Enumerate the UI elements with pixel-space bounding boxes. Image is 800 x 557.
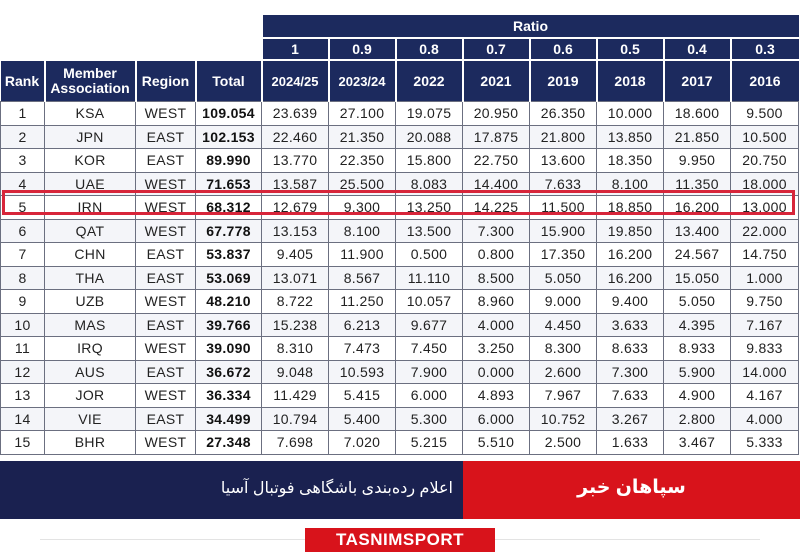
region-cell: WEST — [136, 102, 196, 126]
ranking-table — [0, 15, 799, 455]
ratio-value: 0.3 — [731, 38, 799, 60]
season-points-cell: 13.850 — [597, 125, 664, 149]
region-cell: WEST — [136, 431, 196, 455]
season-points-cell: 10.752 — [530, 407, 597, 431]
season-points-cell: 3.267 — [597, 407, 664, 431]
news-banner — [0, 461, 800, 519]
table-row — [1, 360, 799, 384]
season-points-cell: 13.600 — [530, 149, 597, 173]
season-points-cell: 8.310 — [262, 337, 329, 361]
region-cell: EAST — [136, 125, 196, 149]
season-points-cell: 10.000 — [597, 102, 664, 126]
ratio-value: 0.5 — [597, 38, 664, 60]
header-spacer — [1, 15, 262, 38]
season-points-cell: 15.900 — [530, 219, 597, 243]
season-points-cell: 16.200 — [664, 196, 731, 220]
table-body — [1, 102, 799, 455]
total-cell: 102.153 — [196, 125, 262, 149]
season-points-cell: 14.750 — [731, 243, 799, 267]
col-header-year: 2024/25 — [262, 60, 329, 102]
season-points-cell: 22.000 — [731, 219, 799, 243]
total-cell: 48.210 — [196, 290, 262, 314]
season-points-cell: 11.429 — [262, 384, 329, 408]
ratio-value: 0.4 — [664, 38, 731, 60]
season-points-cell: 7.167 — [731, 313, 799, 337]
table-row — [1, 196, 799, 220]
rank-cell: 13 — [1, 384, 45, 408]
header-spacer — [1, 38, 262, 60]
table-row — [1, 172, 799, 196]
season-points-cell: 4.395 — [664, 313, 731, 337]
season-points-cell: 9.300 — [329, 196, 396, 220]
region-cell: WEST — [136, 219, 196, 243]
col-header-year: 2023/24 — [329, 60, 396, 102]
association-cell: UZB — [45, 290, 136, 314]
col-header-year: 2019 — [530, 60, 597, 102]
headline-panel — [0, 461, 463, 519]
season-points-cell: 13.770 — [262, 149, 329, 173]
table-row — [1, 313, 799, 337]
season-points-cell: 17.350 — [530, 243, 597, 267]
season-points-cell: 16.200 — [597, 243, 664, 267]
ratio-value: 0.9 — [329, 38, 396, 60]
region-cell: EAST — [136, 313, 196, 337]
rank-cell: 11 — [1, 337, 45, 361]
rank-cell: 7 — [1, 243, 45, 267]
season-points-cell: 8.567 — [329, 266, 396, 290]
season-points-cell: 3.633 — [597, 313, 664, 337]
total-cell: 36.672 — [196, 360, 262, 384]
season-points-cell: 8.960 — [463, 290, 530, 314]
season-points-cell: 15.238 — [262, 313, 329, 337]
rank-cell: 8 — [1, 266, 45, 290]
season-points-cell: 9.400 — [597, 290, 664, 314]
season-points-cell: 2.800 — [664, 407, 731, 431]
season-points-cell: 22.750 — [463, 149, 530, 173]
season-points-cell: 8.083 — [396, 172, 463, 196]
season-points-cell: 7.633 — [597, 384, 664, 408]
col-header-year: 2022 — [396, 60, 463, 102]
association-cell: AUS — [45, 360, 136, 384]
season-points-cell: 18.000 — [731, 172, 799, 196]
col-header-rank: Rank — [1, 60, 45, 102]
association-cell: KSA — [45, 102, 136, 126]
season-points-cell: 14.400 — [463, 172, 530, 196]
season-points-cell: 13.000 — [731, 196, 799, 220]
season-points-cell: 18.850 — [597, 196, 664, 220]
season-points-cell: 11.500 — [530, 196, 597, 220]
col-header-total: Total — [196, 60, 262, 102]
total-cell: 34.499 — [196, 407, 262, 431]
season-points-cell: 5.510 — [463, 431, 530, 455]
rank-cell: 4 — [1, 172, 45, 196]
season-points-cell: 9.833 — [731, 337, 799, 361]
table-row — [1, 266, 799, 290]
season-points-cell: 13.250 — [396, 196, 463, 220]
table-row — [1, 219, 799, 243]
association-cell: THA — [45, 266, 136, 290]
season-points-cell: 8.300 — [530, 337, 597, 361]
season-points-cell: 11.250 — [329, 290, 396, 314]
association-cell: JOR — [45, 384, 136, 408]
season-points-cell: 7.967 — [530, 384, 597, 408]
season-points-cell: 11.110 — [396, 266, 463, 290]
season-points-cell: 6.000 — [463, 407, 530, 431]
season-points-cell: 6.213 — [329, 313, 396, 337]
rank-cell: 1 — [1, 102, 45, 126]
season-points-cell: 3.467 — [664, 431, 731, 455]
season-points-cell: 5.415 — [329, 384, 396, 408]
col-header-year: 2017 — [664, 60, 731, 102]
season-points-cell: 0.500 — [396, 243, 463, 267]
season-points-cell: 14.000 — [731, 360, 799, 384]
season-points-cell: 12.679 — [262, 196, 329, 220]
season-points-cell: 14.225 — [463, 196, 530, 220]
association-cell: BHR — [45, 431, 136, 455]
rank-cell: 2 — [1, 125, 45, 149]
season-points-cell: 5.333 — [731, 431, 799, 455]
season-points-cell: 16.200 — [597, 266, 664, 290]
season-points-cell: 7.450 — [396, 337, 463, 361]
season-points-cell: 19.850 — [597, 219, 664, 243]
season-points-cell: 8.100 — [329, 219, 396, 243]
season-points-cell: 4.000 — [463, 313, 530, 337]
table-row — [1, 337, 799, 361]
season-points-cell: 2.600 — [530, 360, 597, 384]
region-cell: EAST — [136, 266, 196, 290]
season-points-cell: 9.405 — [262, 243, 329, 267]
season-points-cell: 10.593 — [329, 360, 396, 384]
total-cell: 27.348 — [196, 431, 262, 455]
total-cell: 39.090 — [196, 337, 262, 361]
rank-cell: 9 — [1, 290, 45, 314]
season-points-cell: 23.639 — [262, 102, 329, 126]
col-header-member-line2: Association — [50, 80, 130, 96]
season-points-cell: 26.350 — [530, 102, 597, 126]
table-row — [1, 384, 799, 408]
ratio-title: Ratio — [262, 15, 799, 38]
rank-cell: 15 — [1, 431, 45, 455]
total-cell: 109.054 — [196, 102, 262, 126]
season-points-cell: 8.100 — [597, 172, 664, 196]
season-points-cell: 21.800 — [530, 125, 597, 149]
total-cell: 68.312 — [196, 196, 262, 220]
rank-cell: 14 — [1, 407, 45, 431]
season-points-cell: 9.500 — [731, 102, 799, 126]
season-points-cell: 22.350 — [329, 149, 396, 173]
col-header-year: 2016 — [731, 60, 799, 102]
table-row — [1, 290, 799, 314]
tasnimsport-logo: TASNIMSPORT — [305, 528, 495, 552]
season-points-cell: 1.000 — [731, 266, 799, 290]
total-cell: 89.990 — [196, 149, 262, 173]
season-points-cell: 10.794 — [262, 407, 329, 431]
season-points-cell: 7.300 — [463, 219, 530, 243]
table-row — [1, 243, 799, 267]
region-cell: EAST — [136, 407, 196, 431]
total-cell: 53.837 — [196, 243, 262, 267]
season-points-cell: 9.750 — [731, 290, 799, 314]
association-cell: UAE — [45, 172, 136, 196]
season-points-cell: 6.000 — [396, 384, 463, 408]
season-points-cell: 1.633 — [597, 431, 664, 455]
region-cell: EAST — [136, 149, 196, 173]
season-points-cell: 7.300 — [597, 360, 664, 384]
season-points-cell: 7.633 — [530, 172, 597, 196]
season-points-cell: 4.450 — [530, 313, 597, 337]
ranking-table-container — [0, 15, 800, 455]
season-points-cell: 2.500 — [530, 431, 597, 455]
season-points-cell: 3.250 — [463, 337, 530, 361]
season-points-cell: 21.350 — [329, 125, 396, 149]
season-points-cell: 10.057 — [396, 290, 463, 314]
season-points-cell: 8.933 — [664, 337, 731, 361]
season-points-cell: 15.050 — [664, 266, 731, 290]
table-row — [1, 407, 799, 431]
season-points-cell: 0.000 — [463, 360, 530, 384]
season-points-cell: 17.875 — [463, 125, 530, 149]
brand-panel — [463, 461, 800, 519]
association-cell: IRQ — [45, 337, 136, 361]
association-cell: IRN — [45, 196, 136, 220]
association-cell: JPN — [45, 125, 136, 149]
season-points-cell: 24.567 — [664, 243, 731, 267]
season-points-cell: 4.000 — [731, 407, 799, 431]
col-header-member-association — [45, 60, 136, 102]
total-cell: 53.069 — [196, 266, 262, 290]
table-row — [1, 125, 799, 149]
season-points-cell: 15.800 — [396, 149, 463, 173]
season-points-cell: 5.215 — [396, 431, 463, 455]
col-header-member-line1: Member — [63, 65, 117, 81]
rank-cell: 6 — [1, 219, 45, 243]
season-points-cell: 7.698 — [262, 431, 329, 455]
table-row — [1, 149, 799, 173]
season-points-cell: 20.750 — [731, 149, 799, 173]
season-points-cell: 13.500 — [396, 219, 463, 243]
season-points-cell: 9.950 — [664, 149, 731, 173]
season-points-cell: 8.722 — [262, 290, 329, 314]
total-cell: 67.778 — [196, 219, 262, 243]
season-points-cell: 9.000 — [530, 290, 597, 314]
headline-text: اعلام رده‌بندی باشگاهی فوتبال آسیا — [220, 480, 453, 497]
season-points-cell: 22.460 — [262, 125, 329, 149]
region-cell: WEST — [136, 196, 196, 220]
season-points-cell: 4.900 — [664, 384, 731, 408]
association-cell: CHN — [45, 243, 136, 267]
brand-name: سپاهان خبر — [577, 477, 686, 498]
season-points-cell: 11.900 — [329, 243, 396, 267]
season-points-cell: 7.020 — [329, 431, 396, 455]
season-points-cell: 4.893 — [463, 384, 530, 408]
season-points-cell: 18.600 — [664, 102, 731, 126]
total-cell: 71.653 — [196, 172, 262, 196]
season-points-cell: 5.900 — [664, 360, 731, 384]
region-cell: EAST — [136, 243, 196, 267]
season-points-cell: 5.300 — [396, 407, 463, 431]
season-points-cell: 13.400 — [664, 219, 731, 243]
association-cell: VIE — [45, 407, 136, 431]
ratio-value: 1 — [262, 38, 329, 60]
rank-cell: 5 — [1, 196, 45, 220]
season-points-cell: 13.153 — [262, 219, 329, 243]
ratio-value: 0.6 — [530, 38, 597, 60]
season-points-cell: 11.350 — [664, 172, 731, 196]
season-points-cell: 4.167 — [731, 384, 799, 408]
season-points-cell: 21.850 — [664, 125, 731, 149]
season-points-cell: 7.900 — [396, 360, 463, 384]
col-header-region: Region — [136, 60, 196, 102]
season-points-cell: 27.100 — [329, 102, 396, 126]
col-header-year: 2018 — [597, 60, 664, 102]
region-cell: EAST — [136, 360, 196, 384]
association-cell: QAT — [45, 219, 136, 243]
association-cell: MAS — [45, 313, 136, 337]
season-points-cell: 0.800 — [463, 243, 530, 267]
season-points-cell: 5.050 — [530, 266, 597, 290]
season-points-cell: 13.587 — [262, 172, 329, 196]
season-points-cell: 5.050 — [664, 290, 731, 314]
season-points-cell: 9.048 — [262, 360, 329, 384]
ratio-value: 0.7 — [463, 38, 530, 60]
association-cell: KOR — [45, 149, 136, 173]
rank-cell: 3 — [1, 149, 45, 173]
season-points-cell: 10.500 — [731, 125, 799, 149]
total-cell: 39.766 — [196, 313, 262, 337]
ratio-value: 0.8 — [396, 38, 463, 60]
season-points-cell: 25.500 — [329, 172, 396, 196]
region-cell: WEST — [136, 384, 196, 408]
season-points-cell: 8.500 — [463, 266, 530, 290]
region-cell: WEST — [136, 172, 196, 196]
season-points-cell: 8.633 — [597, 337, 664, 361]
season-points-cell: 5.400 — [329, 407, 396, 431]
table-row — [1, 102, 799, 126]
region-cell: WEST — [136, 290, 196, 314]
season-points-cell: 9.677 — [396, 313, 463, 337]
rank-cell: 10 — [1, 313, 45, 337]
total-cell: 36.334 — [196, 384, 262, 408]
season-points-cell: 20.950 — [463, 102, 530, 126]
season-points-cell: 20.088 — [396, 125, 463, 149]
region-cell: WEST — [136, 337, 196, 361]
rank-cell: 12 — [1, 360, 45, 384]
season-points-cell: 13.071 — [262, 266, 329, 290]
col-header-year: 2021 — [463, 60, 530, 102]
season-points-cell: 19.075 — [396, 102, 463, 126]
season-points-cell: 7.473 — [329, 337, 396, 361]
table-row — [1, 431, 799, 455]
season-points-cell: 18.350 — [597, 149, 664, 173]
